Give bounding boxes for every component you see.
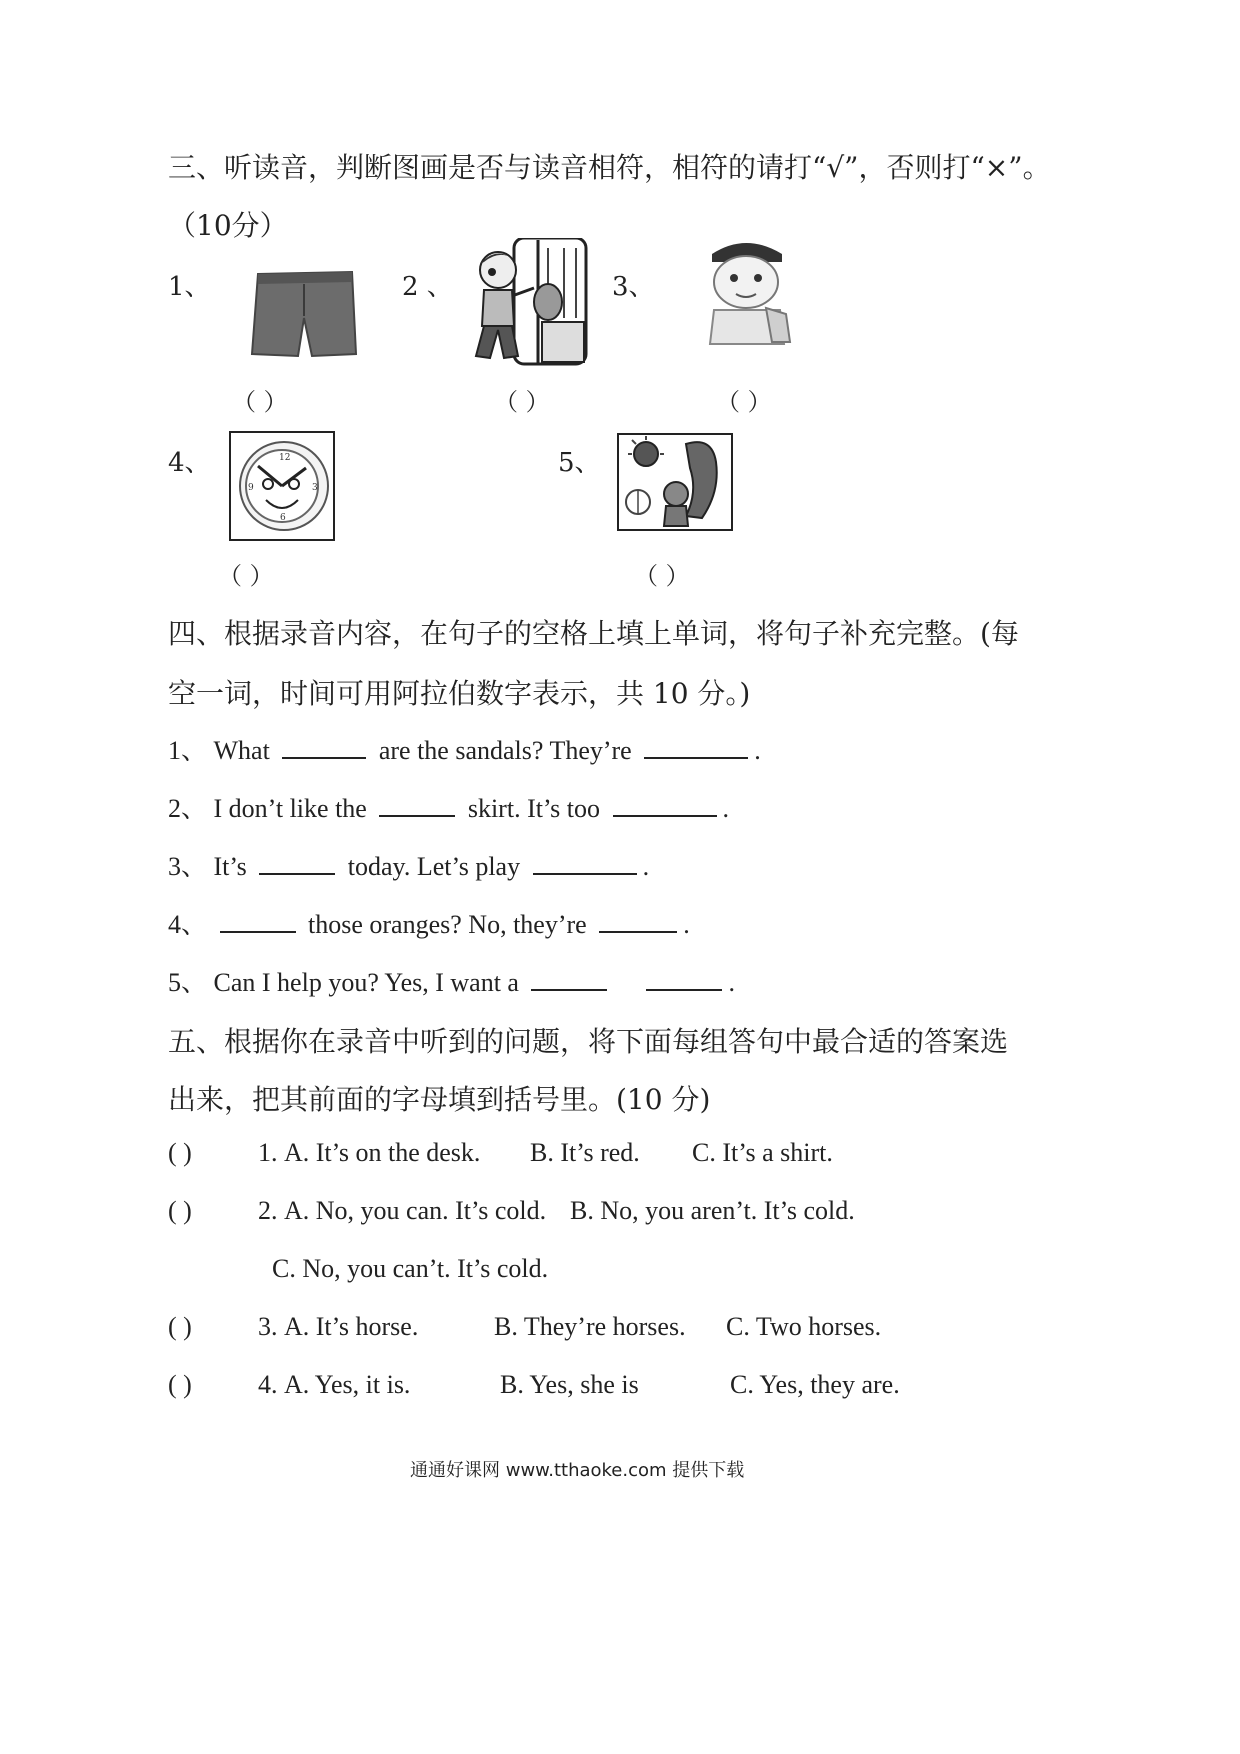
fill-line-1 <box>168 730 761 767</box>
answer-blank[interactable] <box>282 733 366 759</box>
option-b: B. They’re horses. <box>494 1312 686 1341</box>
fill-line-5 <box>168 962 735 999</box>
answer-parenthesis[interactable]: ( ) <box>168 1138 192 1167</box>
answer-blank[interactable] <box>379 791 455 817</box>
page-footer: 通通好课网 www.tthaoke.com 提供下载 <box>410 1460 745 1481</box>
answer-blank[interactable] <box>599 907 677 933</box>
line-number: 1、 <box>168 736 208 765</box>
line-number: 4、 <box>168 910 208 939</box>
option-a: A. Yes, it is. <box>284 1370 411 1399</box>
svg-text:6: 6 <box>280 513 286 523</box>
item-number: 3、 <box>612 272 655 302</box>
section3-title: 三、听读音，判断图画是否与读音相符，相符的请打“√”，否则打“×”。 <box>168 151 1051 184</box>
line-text: I don’t like the <box>213 794 367 823</box>
section5-title-continued: 出来，把其前面的字母填到括号里。(10 分) <box>168 1083 711 1116</box>
line-number: 5、 <box>168 968 208 997</box>
answer-parenthesis[interactable]: （ ） <box>634 562 690 590</box>
answer-blank[interactable] <box>220 907 296 933</box>
option-a: A. It’s on the desk. <box>284 1138 481 1167</box>
line-end: . <box>722 794 730 823</box>
fill-line-4 <box>168 904 690 941</box>
option-b: B. Yes, she is <box>500 1370 639 1399</box>
line-end: . <box>683 910 690 939</box>
line-number: 3、 <box>168 852 208 881</box>
answer-blank[interactable] <box>646 965 722 991</box>
answer-blank[interactable] <box>644 733 748 759</box>
line-number: 2、 <box>168 794 208 823</box>
answer-parenthesis[interactable]: （ ） <box>716 388 772 416</box>
line-end: . <box>642 852 650 881</box>
answer-parenthesis[interactable]: （ ） <box>494 388 550 416</box>
item-number: 1、 <box>168 272 211 302</box>
item-number: 5、 <box>558 448 601 478</box>
clock-face-picture <box>228 430 336 542</box>
item-number: 2 、 <box>402 272 453 302</box>
option-a: A. It’s horse. <box>284 1312 419 1341</box>
boy-with-shirt-picture <box>700 238 796 346</box>
option-c: C. It’s a shirt. <box>692 1138 833 1167</box>
answer-blank[interactable] <box>259 849 335 875</box>
question-number: 2. <box>258 1196 278 1225</box>
answer-parenthesis[interactable]: ( ) <box>168 1312 192 1341</box>
question-number: 4. <box>258 1370 278 1399</box>
fill-line-2 <box>168 788 729 825</box>
fill-line-3 <box>168 846 649 883</box>
line-end: . <box>754 736 761 765</box>
line-text: It’s <box>213 852 247 881</box>
option-b: B. No, you aren’t. It’s cold. <box>570 1196 855 1225</box>
svg-text:9: 9 <box>248 483 254 493</box>
question-number: 1. <box>258 1138 278 1167</box>
answer-blank[interactable] <box>613 791 717 817</box>
option-b: B. It’s red. <box>530 1138 640 1167</box>
line-text: What <box>213 736 270 765</box>
answer-blank[interactable] <box>531 965 607 991</box>
answer-parenthesis[interactable]: （ ） <box>218 562 274 590</box>
line-text: those oranges? No, they’re <box>308 910 587 939</box>
option-a: A. No, you can. It’s cold. <box>284 1196 547 1225</box>
section4-title: 四、根据录音内容，在句子的空格上填上单词，将句子补充完整。(每 <box>168 617 1019 650</box>
option-c: C. No, you can’t. It’s cold. <box>272 1254 549 1283</box>
section5-title: 五、根据你在录音中听到的问题，将下面每组答句中最合适的答案选 <box>168 1025 1009 1058</box>
line-text: Can I help you? Yes, I want a <box>213 968 519 997</box>
answer-blank[interactable] <box>533 849 637 875</box>
line-end: . <box>728 968 735 997</box>
item-number: 4、 <box>168 448 211 478</box>
svg-text:3: 3 <box>312 483 318 493</box>
answer-parenthesis[interactable]: ( ) <box>168 1196 192 1225</box>
option-c: C. Yes, they are. <box>730 1370 900 1399</box>
line-text: are the sandals? They’re <box>378 736 632 765</box>
boy-at-door-picture <box>468 238 588 366</box>
answer-parenthesis[interactable]: （ ） <box>232 388 288 416</box>
line-text: today. Let’s play <box>347 852 521 881</box>
shorts-picture <box>248 268 360 360</box>
section3-points: （10分） <box>168 209 288 242</box>
cartoon-animals-picture <box>616 432 734 532</box>
line-text: skirt. It’s too <box>467 794 601 823</box>
section4-title-continued: 空一词，时间可用阿拉伯数字表示，共 10 分。) <box>168 677 751 710</box>
answer-parenthesis[interactable]: ( ) <box>168 1370 192 1399</box>
option-c: C. Two horses. <box>726 1312 882 1341</box>
svg-text:12: 12 <box>279 453 291 463</box>
question-number: 3. <box>258 1312 278 1341</box>
